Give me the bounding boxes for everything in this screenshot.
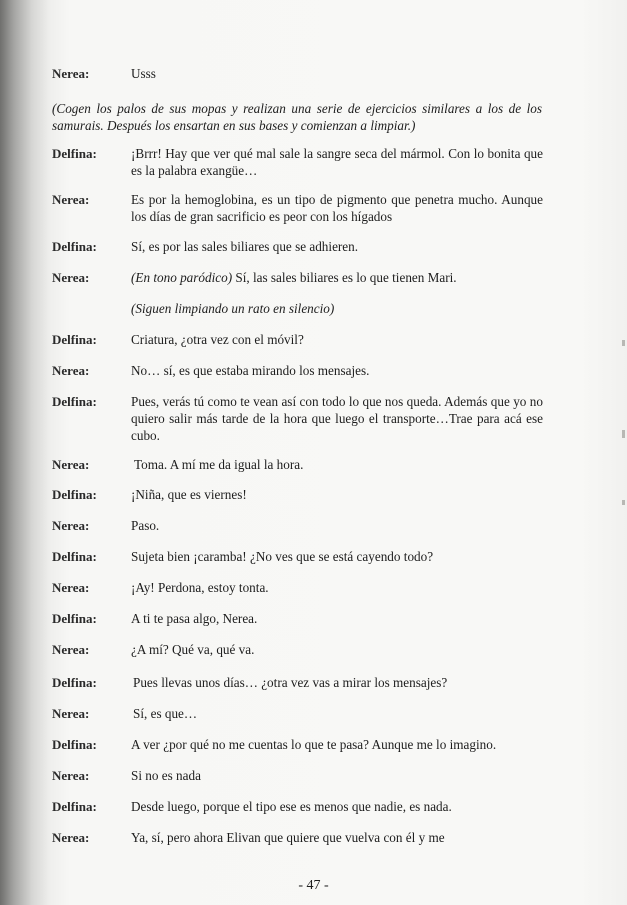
dialogue-text: Ya, sí, pero ahora Elivan que quiere que vuelva con él y me — [131, 830, 445, 845]
speaker-name: Delfina: — [52, 549, 97, 564]
dialogue-text: Usss — [131, 66, 156, 81]
stage-direction: (Cogen los palos de sus mopas y realizan una serie de ejercicios similares a los de los samurais. Después los ensartan en sus bases y comienzan a limpiar.) — [52, 101, 542, 133]
stage-direction: (Siguen limpiando un rato en silencio) — [131, 301, 335, 316]
speaker-name: Nerea: — [52, 580, 90, 595]
dialogue-text: A ti te pasa algo, Nerea. — [131, 611, 258, 626]
dialogue-text — [131, 270, 543, 287]
speaker-name: Delfina: — [52, 332, 97, 347]
dialogue-text: ¡Niña, que es viernes! — [131, 487, 247, 502]
dialogue-text: No… sí, es que estaba mirando los mensajes. — [131, 363, 370, 378]
speaker-name: Delfina: — [52, 799, 97, 814]
speaker-name: Delfina: — [52, 737, 97, 752]
speaker-name: Nerea: — [52, 192, 90, 207]
dialogue-text: Pues llevas unos días… ¿otra vez vas a mirar los mensajes? — [133, 675, 448, 690]
dialogue-text: Es por la hemoglobina, es un tipo de pigmento que penetra mucho. Aunque los días de gran sacrificio es peor con los hígados — [131, 192, 543, 224]
speaker-name: Nerea: — [52, 518, 90, 533]
inline-stage-direction: (En tono paródico) — [131, 270, 233, 285]
speaker-name: Nerea: — [52, 830, 90, 845]
dialogue-text: Pues, verás tú como te vean así con todo lo que nos queda. Además que yo no quiero salir más tarde de la hora que luego el transporte…Trae para acá ese cubo. — [131, 394, 543, 443]
speaker-name: Delfina: — [52, 611, 97, 626]
page-number: - 47 - — [298, 878, 329, 893]
speaker-name: Nerea: — [52, 363, 90, 378]
dialogue-text: Paso. — [131, 518, 160, 533]
page-edge-mark — [622, 500, 625, 505]
dialogue-text: ¿A mí? Qué va, qué va. — [131, 642, 255, 657]
dialogue-text: Sujeta bien ¡caramba! ¿No ves que se está cayendo todo? — [131, 549, 434, 564]
dialogue-text: A ver ¿por qué no me cuentas lo que te pasa? Aunque me lo imagino. — [131, 737, 497, 752]
dialogue-text: Toma. A mí me da igual la hora. — [134, 457, 304, 472]
speaker-name: Delfina: — [52, 487, 97, 502]
page-edge-mark — [622, 430, 625, 438]
speaker-name: Delfina: — [52, 239, 97, 254]
dialogue-text: Sí, es por las sales biliares que se adhieren. — [131, 239, 359, 254]
dialogue-text: Criatura, ¿otra vez con el móvil? — [131, 332, 304, 347]
dialogue-text: ¡Brrr! Hay que ver qué mal sale la sangre seca del mármol. Con lo bonita que es la palabra exangüe… — [131, 146, 543, 178]
speaker-name: Nerea: — [52, 706, 90, 721]
speaker-name: Delfina: — [52, 394, 97, 409]
speaker-name: Delfina: — [52, 146, 97, 161]
dialogue-text: Desde luego, porque el tipo ese es menos que nadie, es nada. — [131, 799, 452, 814]
speaker-name: Nerea: — [52, 768, 90, 783]
speaker-name: Nerea: — [52, 270, 90, 285]
dialogue-text: ¡Ay! Perdona, estoy tonta. — [131, 580, 269, 595]
dialogue-text: Si no es nada — [131, 768, 201, 783]
speaker-name: Nerea: — [52, 642, 90, 657]
speaker-name: Nerea: — [52, 457, 90, 472]
speaker-name: Delfina: — [52, 675, 97, 690]
dialogue-text-rest: Sí, las sales biliares es lo que tienen Mari. — [232, 270, 457, 285]
dialogue-text: Sí, es que… — [133, 706, 198, 721]
page-edge-mark — [622, 340, 625, 346]
speaker-name: Nerea: — [52, 66, 90, 81]
